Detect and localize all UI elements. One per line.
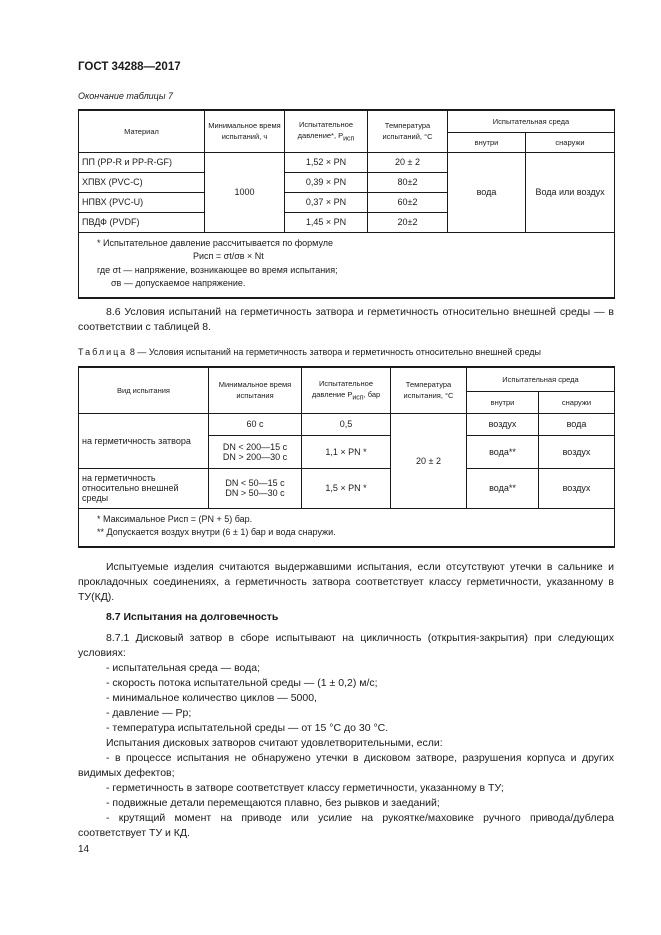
header-medium: Испытательная среда (467, 367, 615, 391)
header-material: Материал (79, 110, 205, 152)
table7-footnote (79, 232, 615, 298)
header-medium: Испытательная среда (448, 110, 615, 132)
temperature-cell: 60±2 (368, 192, 448, 212)
list-item: - крутящий момент на приводе или усилие на рукоятке/маховике ручного привода/дублера соответствует ТУ и КД. (78, 812, 614, 839)
temperature-cell: 20 ± 2 (391, 413, 467, 508)
header-outside: снаружи (526, 132, 615, 152)
outside-medium-cell: воздух (539, 468, 615, 508)
footnote-line: где σt — напряжение, возникающее во время испытания; (97, 264, 338, 275)
pressure-cell: 1,52 × PN (285, 152, 368, 172)
list-item: - подвижные детали перемещаются плавно, без рывков и заеданий; (106, 797, 440, 809)
footnote-line: ** Допускается воздух внутри (6 ± 1) бар и вода снаружи. (97, 527, 336, 537)
list-item: - температура испытательной среды — от 15 °С до 30 °С. (106, 722, 389, 734)
table8-footnote (79, 508, 615, 547)
table-8 (78, 366, 615, 548)
header-min-time: Минимальное время испытания (209, 367, 302, 413)
header-inside: внутри (467, 391, 539, 413)
temperature-cell: 20±2 (368, 212, 448, 232)
header-temperature: Температура испытаний, °С (368, 110, 448, 152)
footnote-line: σв — допускаемое напряжение. (111, 278, 246, 288)
criteria-list (78, 751, 614, 841)
outside-medium-cell: воздух (539, 435, 615, 468)
header-inside: внутри (448, 132, 526, 152)
list-item: - давление — Pр; (106, 707, 192, 719)
pressure-cell: 1,1 × PN * (302, 435, 391, 468)
header-outside: снаружи (539, 391, 615, 413)
test-type-cell: на герметичность относительно внешней среды (79, 468, 209, 508)
document-header: ГОСТ 34288—2017 (78, 61, 181, 73)
inside-medium-cell: вода (448, 152, 526, 232)
pressure-cell: 0,5 (302, 413, 391, 435)
time-cell: DN < 200—15 с DN > 200—30 с (209, 435, 302, 468)
outside-medium-cell: вода (539, 413, 615, 435)
satisfy-intro: Испытания дисковых затворов считают удовлетворительными, если: (106, 737, 443, 749)
material-cell: НПВХ (PVC-U) (79, 192, 205, 212)
time-cell: DN < 50—15 с DN > 50—30 с (209, 468, 302, 508)
paragraph-8-7-1: 8.7.1 Дисковый затвор в сборе испытывают на цикличность (открытия-закрытия) при следующих условиях: (78, 632, 614, 659)
material-cell: ПВДФ (PVDF) (79, 212, 205, 232)
list-item: - минимальное количество циклов — 5000, (106, 692, 317, 704)
footnote-line: * Испытательное давление рассчитывается по формуле (97, 237, 334, 248)
material-cell: ХПВХ (PVC-C) (79, 172, 205, 192)
header-min-time: Минимальное время испытаний, ч (205, 110, 285, 152)
inside-medium-cell: вода** (467, 435, 539, 468)
pressure-cell: 0,39 × PN (285, 172, 368, 192)
time-cell: 60 с (209, 413, 302, 435)
test-type-cell: на герметичность затвора (79, 413, 209, 468)
pressure-cell: 1,5 × PN * (302, 468, 391, 508)
paragraph-acceptance: Испытуемые изделия считаются выдержавшими испытания, если отсутствуют утечки в сальнике и прокладочных соединениях, а герметичность затвора соответствует классу герметичности, указанному в ТУ(КД). (78, 561, 614, 603)
table7-caption: Окончание таблицы 7 (78, 91, 173, 101)
section-heading-8-7: 8.7 Испытания на долговечность (106, 611, 279, 623)
list-item: - в процессе испытания не обнаружено утечки в дисковом затворе, разрушения корпуса и других видимых дефектов; (78, 752, 614, 779)
material-cell: ПП (PP-R и PP-R-GF) (79, 152, 205, 172)
header-pressure: Испытательное давление*, $P_{исп}$ (285, 110, 368, 152)
table-7 (78, 109, 615, 299)
table8-caption: Таблица 8 — Условия испытаний на герметичность затвора и герметичность относительно внешней среды (78, 347, 541, 357)
list-item: - герметичность в затворе соответствует классу герметичности, указанному в ТУ; (106, 782, 504, 794)
inside-medium-cell: вода** (467, 468, 539, 508)
list-item: - испытательная среда — вода; (106, 662, 261, 674)
header-test-type: Вид испытания (79, 367, 209, 413)
list-item: - скорость потока испытательной среды — (1 ± 0,2) м/с; (106, 677, 378, 689)
outside-medium-cell: Вода или воздух (526, 152, 615, 232)
header-temperature: Температура испытания, °С (391, 367, 467, 413)
footnote-formula: Pисп = σt/σв × Nt (193, 251, 264, 261)
pressure-cell: 1,45 × PN (285, 212, 368, 232)
header-pressure: Испытательное давление $P_{исп}$, бар (302, 367, 391, 413)
temperature-cell: 80±2 (368, 172, 448, 192)
temperature-cell: 20 ± 2 (368, 152, 448, 172)
time-cell: 1000 (205, 152, 285, 232)
conditions-list (78, 661, 614, 751)
pressure-cell: 0,37 × PN (285, 192, 368, 212)
paragraph-8-6: 8.6 Условия испытаний на герметичность затвора и герметичность относительно внешней среды — в соответствии с таблицей 8. (78, 306, 614, 333)
footnote-line: * Максимальное Pисп = (PN + 5) бар. (97, 513, 253, 524)
inside-medium-cell: воздух (467, 413, 539, 435)
page-number: 14 (78, 844, 90, 855)
